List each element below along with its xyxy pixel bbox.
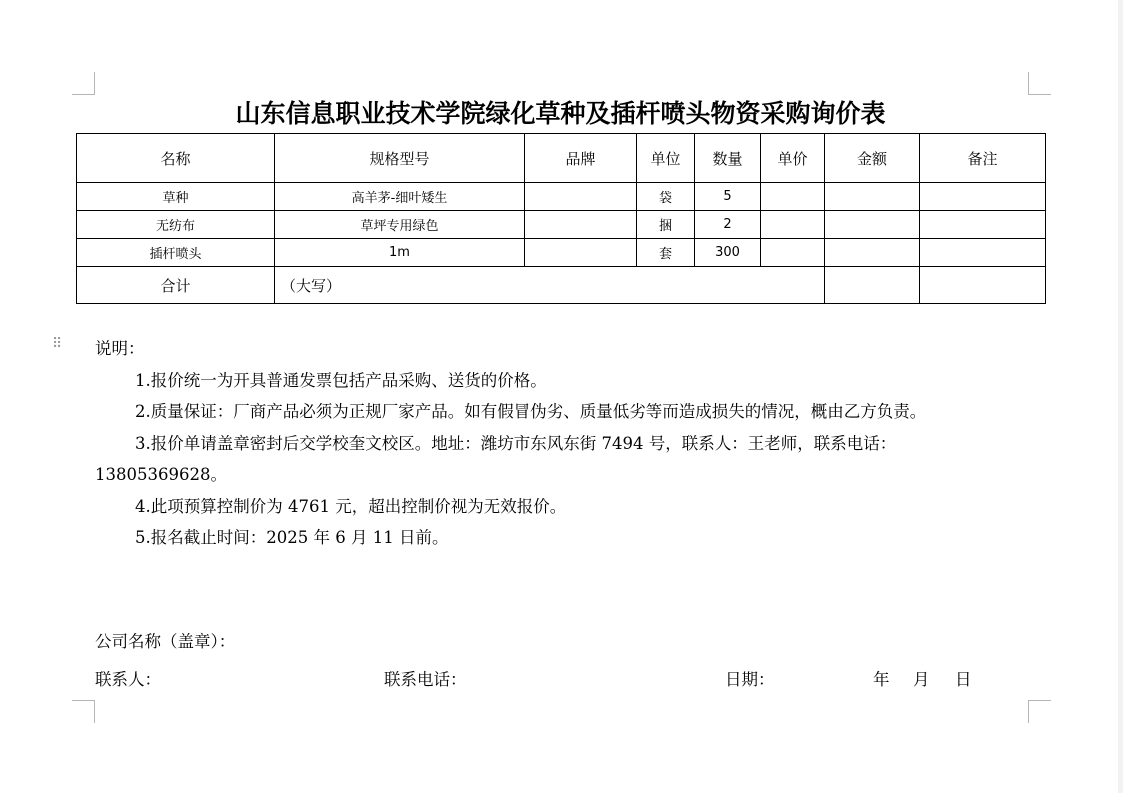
margin-marker-top-right (1028, 72, 1051, 95)
date-day-label[interactable]: 日 (955, 670, 972, 689)
margin-marker-bottom-right (1028, 700, 1051, 723)
inquiry-table[interactable] (76, 133, 1046, 304)
cell-brand[interactable] (525, 211, 637, 239)
date-year-label[interactable]: 年 (873, 670, 890, 689)
cell-spec[interactable]: 草坪专用绿色 (275, 211, 525, 239)
date-label[interactable]: 日期： (725, 670, 775, 689)
note-item[interactable]: 2.质量保证：厂商产品必须为正规厂家产品。如有假冒伪劣、质量低劣等而造成损失的情况，概由乙方负责。 (135, 402, 927, 421)
cell-note[interactable] (920, 211, 1046, 239)
date-month-label[interactable]: 月 (913, 670, 930, 689)
header-price[interactable]: 单价 (761, 134, 825, 183)
cell-brand[interactable] (525, 183, 637, 211)
note-item[interactable]: 3.报价单请盖章密封后交学校奎文校区。地址：潍坊市东风东街 7494 号，联系人：王老师，联系电话：13805369628。 (95, 433, 897, 484)
cell-qty[interactable]: 300 (695, 239, 761, 267)
note-item[interactable]: 1.报价统一为开具普通发票包括产品采购、送货的价格。 (135, 370, 547, 390)
cell-unit[interactable]: 袋 (637, 183, 695, 211)
cell-amount[interactable] (825, 183, 920, 211)
header-qty[interactable]: 数量 (695, 134, 761, 183)
table-row (77, 183, 1046, 211)
contact-phone-label[interactable]: 联系电话： (384, 670, 467, 689)
header-brand[interactable]: 品牌 (525, 134, 637, 183)
table-header-row (77, 134, 1046, 183)
header-spec[interactable]: 规格型号 (275, 134, 525, 183)
cell-brand[interactable] (525, 239, 637, 267)
cell-price[interactable] (761, 239, 825, 267)
header-amount[interactable]: 金额 (825, 134, 920, 183)
drag-handle-icon[interactable]: ⠿ (52, 336, 62, 352)
notes-heading[interactable]: 说明： (95, 339, 145, 358)
cell-amount[interactable] (825, 239, 920, 267)
document-title[interactable]: 山东信息职业技术学院绿化草种及插杆喷头物资采购询价表 (235, 99, 886, 128)
notes-section (95, 333, 1025, 554)
cell-note[interactable] (920, 239, 1046, 267)
margin-marker-bottom-left (72, 700, 95, 723)
table-total-row (77, 267, 1046, 304)
table-row (77, 211, 1046, 239)
cell-name[interactable]: 草种 (77, 183, 275, 211)
cell-note[interactable] (920, 183, 1046, 211)
cell-spec[interactable]: 1m (275, 239, 525, 267)
note-item[interactable]: 5.报名截止时间：2025 年 6 月 11 日前。 (135, 528, 449, 547)
total-note[interactable] (920, 267, 1046, 304)
cell-price[interactable] (761, 211, 825, 239)
total-label[interactable]: 合计 (77, 267, 275, 304)
note-item[interactable]: 4.此项预算控制价为 4761 元，超出控制价视为无效报价。 (135, 496, 567, 516)
scrollbar[interactable] (1118, 0, 1123, 793)
cell-unit[interactable]: 捆 (637, 211, 695, 239)
margin-marker-top-left (72, 72, 95, 95)
cell-name[interactable]: 插杆喷头 (77, 239, 275, 267)
table-row (77, 239, 1046, 267)
cell-name[interactable]: 无纺布 (77, 211, 275, 239)
header-unit[interactable]: 单位 (637, 134, 695, 183)
total-amount-in-words[interactable]: （大写） (275, 267, 825, 304)
cell-price[interactable] (761, 183, 825, 211)
cell-qty[interactable]: 2 (695, 211, 761, 239)
cell-unit[interactable]: 套 (637, 239, 695, 267)
cell-amount[interactable] (825, 211, 920, 239)
header-note[interactable]: 备注 (920, 134, 1046, 183)
company-name-line[interactable]: 公司名称（盖章）： (95, 632, 236, 651)
cell-qty[interactable]: 5 (695, 183, 761, 211)
contact-person-label[interactable]: 联系人： (95, 670, 161, 689)
cell-spec[interactable]: 高羊茅-细叶矮生 (275, 183, 525, 211)
header-name[interactable]: 名称 (77, 134, 275, 183)
total-amount[interactable] (825, 267, 920, 304)
